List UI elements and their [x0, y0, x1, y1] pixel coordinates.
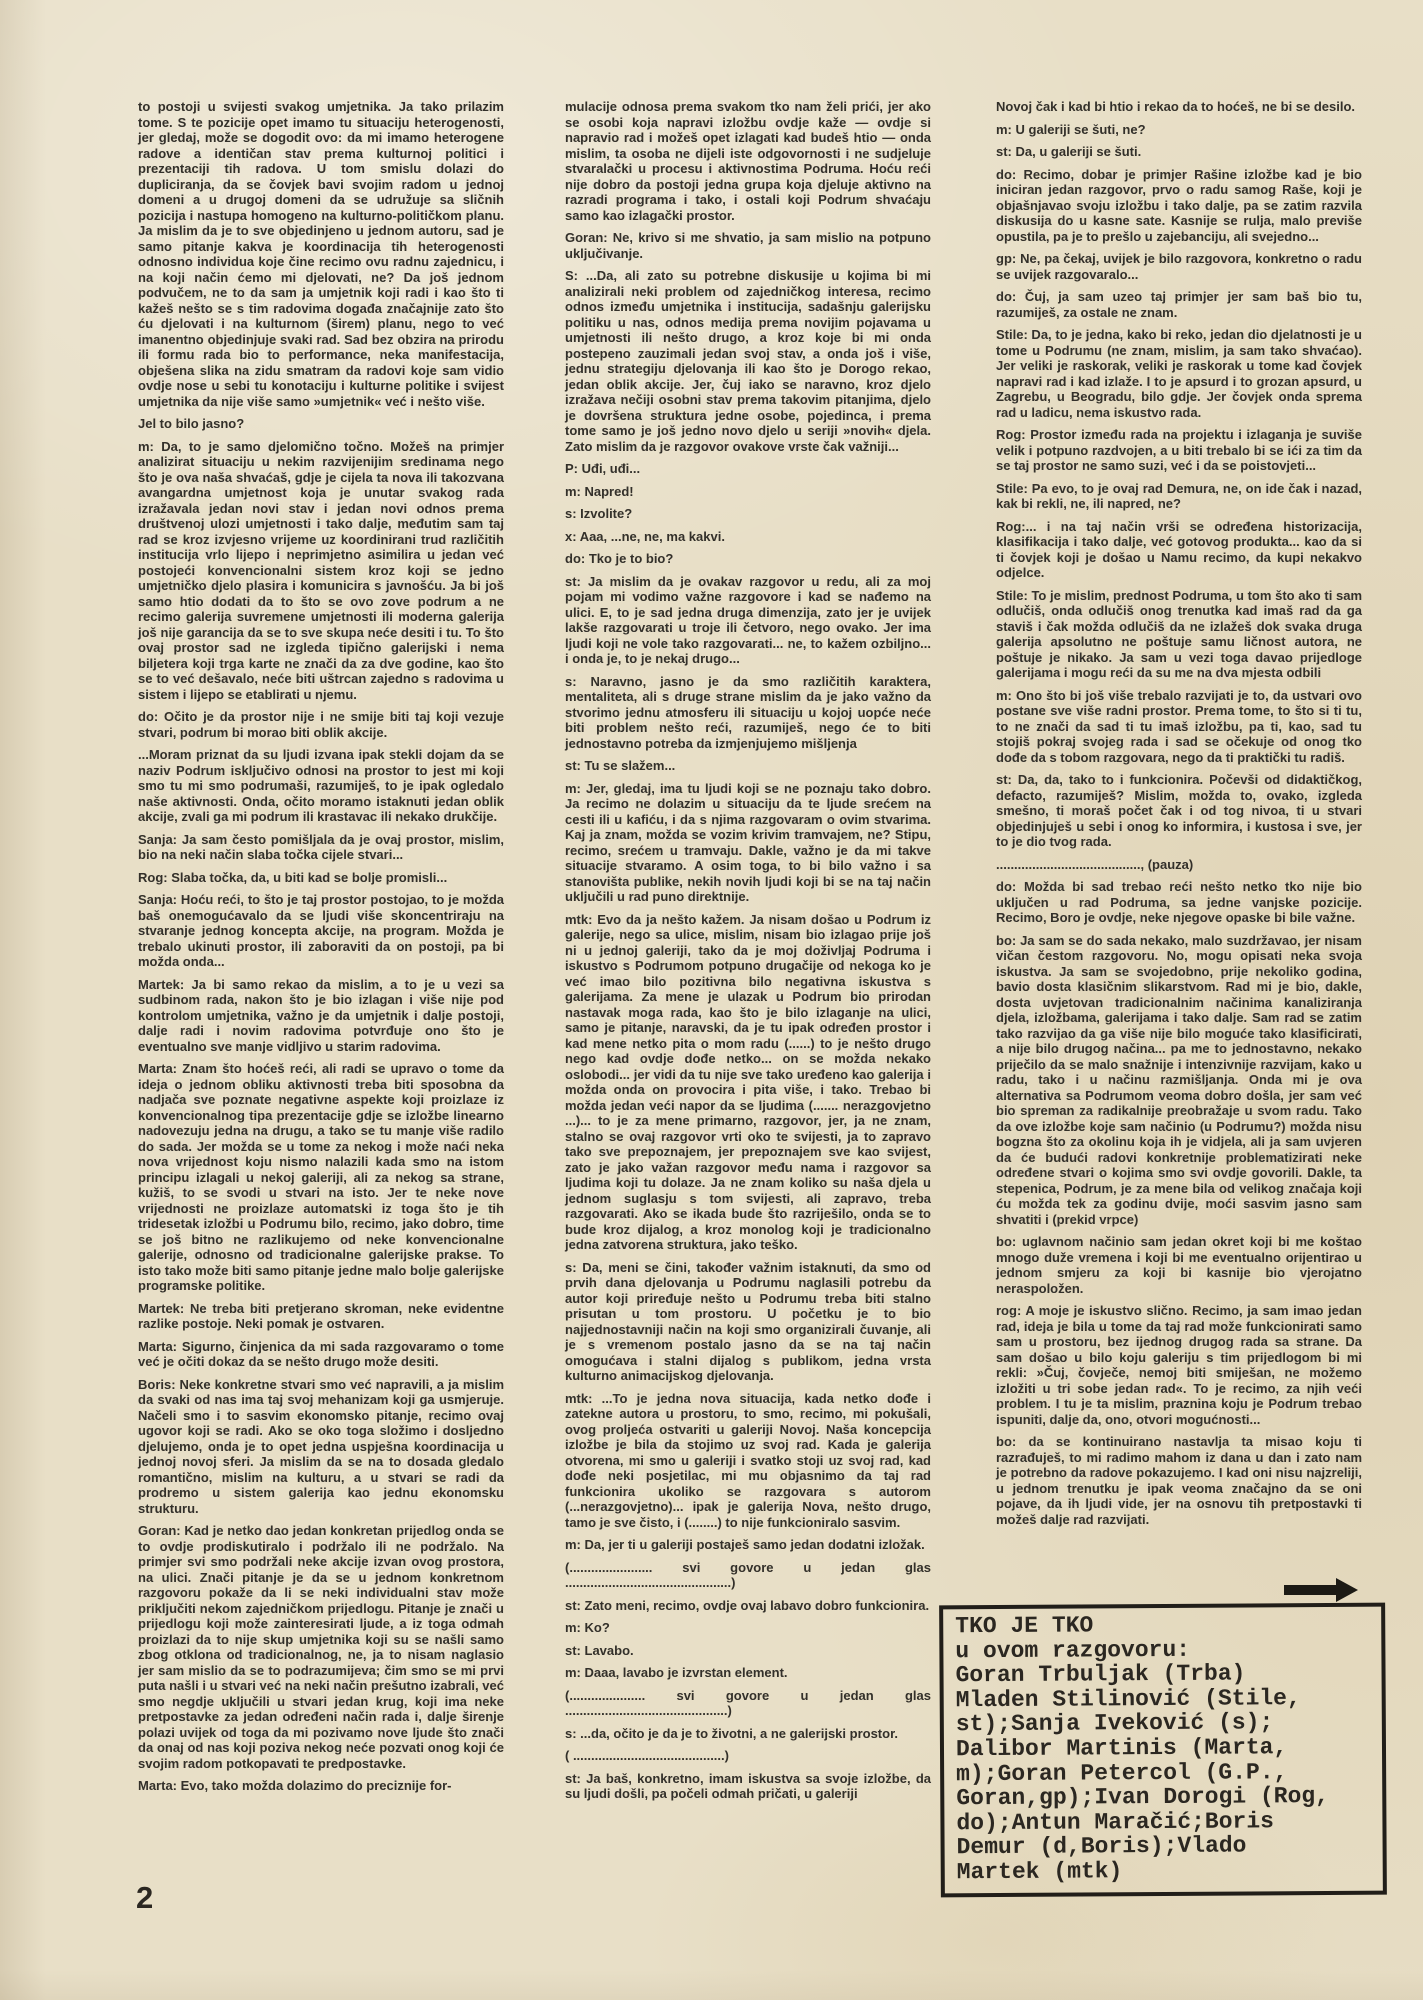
paragraph: do: Očito je da prostor nije i ne smije biti taj koji vezuje stvari, podrum bi morao biti oblik akcije.	[138, 709, 504, 740]
paragraph: st: Da, da, tako to i funkcionira. Počevši od didaktičkog, defacto, razumiješ? Mislim, možda to, ovako, izgleda smešno, ti moraš počet čak i od tog nivoa, ti u stvari objedinjuješ u sebi i onog ko informira, i kustosa i sve, jer to je dio tvog rada.	[996, 772, 1362, 849]
paragraph: bo: uglavnom načinio sam jedan okret koji bi me koštao mnogo duže vremena i koji bi me eventualno orijentirao u jednom smjeru za koji bi kasnije bio vjerojatno neraspoložen.	[996, 1234, 1362, 1296]
text-column-1	[138, 99, 504, 1801]
who-box-line: Demur (d,Boris);Vlado	[956, 1832, 1247, 1861]
paragraph: s: Da, meni se čini, također važnim istaknuti, da smo od prvih dana djelovanja u Podrumu naglasili potrebu da autor koji priređuje nešto u Podrumu treba biti stalno prisutan u tom prostoru. U početku je to bio najjednostavniji način na koji smo organizirali čuvanje, ali je s vremenom postalo jasno da se na taj način omogućava i stalni dijalog s publikom, jedna vrsta kulturno animacijskog djelovanja.	[565, 1259, 931, 1383]
paragraph: ...Moram priznat da su ljudi izvana ipak stekli dojam da se naziv Podrum isključivo odnosi na prostor to jest mi koji smo tu mi smo podrumaši, razumiješ, to je ipak ogledalo naše aktivnosti. Onda, očito moramo istaknuti jedan oblik akcije, zvali ga mi podrum ili krastavac ili nekako drukčije.	[138, 747, 504, 824]
who-box-subtitle: u ovom razgovoru:	[955, 1636, 1191, 1664]
paragraph: Novoj čak i kad bi htio i rekao da to hoćeš, ne bi se desilo.	[996, 99, 1356, 114]
who-is-who-box	[939, 1603, 1387, 1897]
paragraph: st: Zato meni, recimo, ovdje ovaj labavo dobro funkcionira.	[565, 1597, 930, 1613]
paragraph: s: ...da, očito je da je to životni, a ne galerijski prostor.	[565, 1725, 899, 1741]
page-number: 2	[136, 1880, 154, 1915]
paragraph: mtk: ...To je jedna nova situacija, kada netko dođe i zatekne autora u prostoru, to smo, recimo, mi pokušali, ovog proljeća ostvariti u galeriji Novoj. Naša koncepcija izložbe je bila da stojimo uz svoj rad. Kada je galerija otvorena, mi smo u galeriji i svatko stoji uz svoj rad, kad dođe neki posjetilac, mi mu objasnimo da taj rad funkcionira ukoliko se razgovara s autorom (...nerazgovjetno)... ipak je galerija Nova, nešto drugo, tamo je sve čisto, i (........) to nije funkcioniralo sasvim.	[565, 1390, 931, 1530]
paragraph: m: Napred!	[565, 483, 634, 499]
paragraph: Rog:... i na taj način vrši se određena historizacija, klasifikacija i tako dalje, već gotovog produkta... kao da si ti čovjek koji je došao u Namu recimo, da kupi nekakvo odjelce.	[996, 518, 1362, 580]
paragraph: P: Uđi, uđi...	[565, 461, 641, 476]
paragraph: bo: da se kontinuirano nastavlja ta misao koju ti razrađuješ, to mi radimo mahom iz dana u dan i zato nam je potrebno da radove pokazujemo. I kad oni nisu najzreliji, u jednom trenutku je ipak veoma značajno da se oni pojave, da ih ljudi vide, jer na osnovu tih pretpostavki ti možeš dalje rad razvijati.	[996, 1434, 1362, 1527]
who-box-line: Mladen Stilinović (Stile,	[955, 1684, 1301, 1714]
paragraph: st: Ja mislim da je ovakav razgovor u redu, ali za moj pojam mi vodimo važne razgovore i kad se nađemo na ulici. E, to je sad jedna druga dimenzija, zato jer je uvijek lakše razgovarati u troje ili četvoro, nego ovako. Jer ima ljudi koji ne vole tako razgovarati... ne, to kažem ozbiljno... i onda je, to je nekaj drugo...	[565, 573, 931, 666]
paragraph: x: Aaa, ...ne, ne, ma kakvi.	[565, 528, 725, 544]
paragraph: Martek: Ja bi samo rekao da mislim, a to je u vezi sa sudbinom rada, nakon što je bio izlagan i više nije pod kontrolom umjetnika, važno je da umjetnik i dalje postoji, dalje radi i novim radovima potvrđuje ono što je eventualno sve manje vidljivo u starim radovima.	[138, 976, 504, 1054]
paragraph: m: Ono što bi još više trebalo razvijati je to, da ustvari ovo postane sve više radni prostor. Prema tome, to što si ti tu, to ne znači da sad ti tu imaš izložbu, pa ti, kao, sad tu stojiš pokraj svojeg rada i sad se očekuje od onog tko dođe da s tobom razgovara, nego da ti praktički tu radiš.	[996, 687, 1362, 765]
paragraph: Sanja: Hoću reći, to što je taj prostor postojao, to je možda baš onemogućavalo da se ljudi više skoncentriraju na stvaranje jednog koncepta akcije, na program. Možda je trebalo ukinuti prostor, ili zaboraviti da on postoji, pa bi možda onda...	[138, 892, 504, 969]
paragraph: Marta: Sigurno, činjenica da mi sada razgovaramo o tome već je očiti dokaz da se nešto drugo može desiti.	[138, 1338, 504, 1369]
paragraph: ( ..........................................)	[565, 1748, 729, 1763]
paragraph: Marta: Znam što hoćeš reći, ali radi se upravo o tome da ideja o jednom obliku aktivnosti treba biti sposobna da nadjača sve poznate negativne aspekte koji proizlaze iz konvencionalnog tipa prezentacije gdje se izložbe linearno nadovezuju jedna na drugu, a tako se tu manje više radilo do sada. Jer možda se u tome za nekog i može naći neka nova vrijednost koju nismo nalazili kada smo na istom principu izlagali u nekoj galeriji, ali za nekog sa strane, kužiš, to se svodi u stvari na isto. Jer te neke nove vrijednosti ne proizlaze automatski iz toga što je tih tridesetak izložbi u Podrumu bilo, recimo, jako dobro, time se još bitno ne razlikujemo od neke konvencionalne galerije, odnosno od tradicionalne galerijske prakse. To isto tako može biti samo pitanje jedne malo bolje galerijske programske politike.	[138, 1061, 504, 1293]
who-box-line: Goran,gp);Ivan Dorogi (Rog,	[956, 1783, 1330, 1812]
paragraph: m: Ko?	[565, 1620, 610, 1635]
paragraph: st: Da, u galeriji se šuti.	[996, 144, 1142, 159]
paragraph: m: Da, jer ti u galeriji postaješ samo jedan dodatni izložak.	[565, 1537, 925, 1552]
paragraph: do: Možda bi sad trebao reći nešto netko tko nije bio uključen u rad Podruma, sa jedne vanjske pozicije. Recimo, Boro je ovdje, neke njegove opaske bi bile važne.	[996, 879, 1362, 925]
who-box-line: st);Sanja Iveković (s);	[955, 1709, 1274, 1738]
paragraph: m: Jer, gledaj, ima tu ljudi koji se ne poznaju tako dobro. Ja recimo ne dolazim u situaciju da te ljude srećem na cesti ili u kafiću, i da s njima razgovaram o ovim stvarima. Kaj ja znam, možda se vozim krivim tramvajem, ne? Stipu, recimo, srećem u tramvaju. Dakle, važno je da mi takve situacije stvaramo. A osim toga, to bi bilo važno i sa stanovišta publike, nekih novih ljudi koji bi se na taj način uključili u rad puno direktnije.	[565, 780, 931, 904]
text-column-2	[565, 99, 931, 1809]
who-box-title: TKO JE TKO	[955, 1612, 1094, 1640]
arrow-head	[1336, 1578, 1358, 1602]
paragraph: do: Čuj, ja sam uzeo taj primjer jer sam baš bio tu, razumiješ, za ostale ne znam.	[996, 289, 1362, 320]
paragraph: gp: Ne, pa čekaj, uvijek je bilo razgovora, konkretno o radu se uvijek razgovaralo...	[996, 251, 1362, 282]
paragraph: Rog: Slaba točka, da, u biti kad se bolje promisli...	[138, 869, 448, 885]
paragraph: Rog: Prostor između rada na projektu i izlaganja je suviše velik i potpuno razdvojen, a u biti trebalo bi se ići za tim da se taj prostor ne samo suzi, već i da se poistovjeti...	[996, 427, 1362, 473]
paragraph: (..................... svi govore u jedan glas .............................................)	[565, 1687, 931, 1718]
who-box-line: m);Goran Petercol (G.P.,	[956, 1758, 1288, 1787]
paragraph: Stile: To je mislim, prednost Podruma, u tom što ako ti sam odlučiš, onda odlučiš onog trenutka kad imaš rad da ga staviš i čak možda odlučiš da ne izlažeš dok svaka druga galerija apsolutno ne poštuje samu ličnost autora, ne poštuje je nikako. Ja sam u vezi toga davao prijedloge galerijama i mogu reći da su me na dva mjesta odbili	[996, 587, 1362, 680]
paragraph: do: Tko je to bio?	[565, 551, 674, 566]
who-box-line: Goran Trbuljak (Trba)	[955, 1660, 1246, 1689]
who-box-line: Dalibor Martinis (Marta,	[955, 1734, 1288, 1763]
paragraph: (....................... svi govore u jedan glas ..............................................)	[565, 1559, 931, 1590]
paragraph: s: Izvolite?	[565, 506, 633, 521]
text-column-3	[996, 99, 1362, 1534]
paragraph: st: Ja baš, konkretno, imam iskustva sa svoje izložbe, da su ljudi došli, pa počeli odmah pričati, u galeriji	[565, 1770, 931, 1801]
paragraph: st: Lavabo.	[565, 1642, 634, 1658]
paragraph: to postoji u svijesti svakog umjetnika. Ja tako prilazim tome. S te pozicije opet imamo tu situaciju heterogenosti, jer gledaj, može se dogodit ovo: da mi imamo heterogene radove a identičan stav prema kulturnoj politici i prezentaciji tih radova. U tom smislu dolazi do dupliciranja, da se čovjek bavi svojim radom u jednoj domeni a u drugoj domeni da se udružuje sa sličnih pozicija i nastupa homogeno na kulturno-političkom planu. Ja mislim da je to sve objedinjeno u jednom autoru, sad je samo pitanje kakva je koordinacija tih heterogenosti odnosno individua koje čine recimo ovu radnu zajednicu, i na koji način ćemo mi djelovati, ne? Da još jednom podvučem, ne to da sam ja umjetnik koji radi i kao što ti kažeš nešto se s tim radovima događa značajnije zato što ću djelovati i na kulturnom (širem) planu, nego to već imanentno objedinjuje svaki rad. Sad bez obzira na prirodu ili formu rada bio to performance, neka manifestacija, obješena slika na zidu smatram da radovi koje sam vidio ovdje nose u sebi tu konotaciju i kulturne politike i svijest umjetnika da nije više samo »umjetnik« već i nešto više.	[138, 99, 504, 409]
who-box-line: do);Antun Maračić;Boris	[956, 1808, 1274, 1837]
paragraph: Marta: Evo, tako možda dolazimo do preciznije for-	[138, 1778, 452, 1793]
paragraph: m: Da, to je samo djelomično točno. Možeš na primjer analizirat situaciju u nekim razvijenijim sredinama nego što je ova naša shvaćaš, gdje je cijela ta nova ili takozvana avangardna umjetnost koja je unutar svakog rada izražavala jedan novi stav i jedan novi odnos prema društvenoj ulozi umjetnosti i tako dalje, međutim sam taj rad se kroz izvjesno vrijeme uz koordinirani trud različitih institucija vrlo lijepo i neprimjetno asimilira u jedan već postojeći konvencionalni sistem kroz koji se jedno umjetničko djelo plasira i komunicira s javnošću. Ja bi još samo htio dodati da to što se ovo zove podrum a ne recimo galerija suvremene umjetnosti ili moderna galerija još nije garancija da se to sve skupa neće desiti i tu. To što ovaj prostor sad ne izgleda tipično galerijski i nema biljetera koji trga karte ne znači da za dve godine, kao što se to već dešavalo, neće biti uštrcan zajedno s radovima u sistem i lijepo se etablirati u njemu.	[138, 438, 504, 702]
paragraph: mtk: Evo da ja nešto kažem. Ja nisam došao u Podrum iz galerije, nego sa ulice, mislim, nisam bio izlagao prije još ni u jednoj galeriji, tako da je moj doživljaj Podruma i iskustvo s Podrumom potpuno drugačije od nekoga ko je već imao bilo pozitivna bilo negativna iskustva s galerijama. Za mene je ulazak u Podrum bio prirodan nastavak moga rada, kao što je bilo izlaganje na ulici, samo je pitanje, naravski, da je tu ipak određen prostor i kad mene netko pita o mom radu (......) to je nešto drugo nego kad ovdje dođe netko... on se možda nekako oslobodi... jer vidi da tu nije sve tako uređeno kao galerija i možda onda on provocira i pita više, i tako. Trebao bi možda jedan veći napor da se ljudima (....... nerazgovjetno ...)... to je za mene primarno, razgovor, jer, ja ne znam, stalno se ovaj razgovor vrti oko te svijesti, ja to zapravo tako sve prepoznajem, jer prepoznajem sve kao svijest, zato je jako važan razgovor među nama i razgovor sa ljudima koji tu dolaze. Ja ne znam koliko su naša djela u jednom suglasju s tom svijesti, ali zapravo, treba razgovarati. Ako se ikada bude što razriješilo, onda se to bude kroz dijalog, a kroz monolog koji je tradicionalno jedna zatvorena struktura, jako teško.	[565, 911, 931, 1252]
paragraph: st: Tu se slažem...	[565, 758, 676, 773]
paragraph: m: Daaa, lavabo je izvrstan element.	[565, 1665, 788, 1680]
paragraph: Goran: Kad je netko dao jedan konkretan prijedlog onda se to ovdje prodiskutiralo i podržalo ili ne podržalo. Na primjer svi smo podržali neke akcije izvan ovog prostora, na ulici. Znači pitanje je da se u jednom konkretnom razgovoru pokaže da li se neki individualni stav može priključiti nekom zajedničkom prijedlogu. Pitanje je znači u prijedlogu koji može zainteresirati ljude, a iz toga odmah proizlazi da to nije skup umjetnika koji su se našli samo zbog otklona od tradicionalnog, ne, ja to nisam naglasio jer sam mislio da se to podrazumijeva; čim smo se mi prvi puta našli i u stvari već na neki način prešutno izabrali, već smo negdje uključili u stvari jedan krug, koji ima neke pretpostavke za jedan određeni način rada i, dalje širenje polazi uvijek od toga da mi pozivamo nove ljude što znači da onaj od nas koji poziva nekog neće pozvati onog koji će svojim radom potkopavati te predpostavke.	[138, 1523, 504, 1771]
paragraph: mulacije odnosa prema svakom tko nam želi prići, jer ako se osobi koja napravi izložbu ovdje kaže — ovdje si napravio rad i možeš opet izlagati kad budeš htio — onda mislim, ta osoba ne dijeli iste odgovornosti i ne sudjeluje stvaralački u procesu i aktivnostima Podruma. Hoću reći nije dobro da postoji jedna grupa koja djeluje aktivno na razradi programa i tako, i ostali koji Podrum shvaćaju samo kao izlagački prostor.	[565, 99, 931, 223]
paragraph: Sanja: Ja sam često pomišljala da je ovaj prostor, mislim, bio na neki način slaba točka cijele stvari...	[138, 831, 504, 862]
paragraph: Stile: Pa evo, to je ovaj rad Demura, ne, on ide čak i nazad, kak bi rekli, ne, ili napred, ne?	[996, 480, 1362, 511]
paragraph: S: ...Da, ali zato su potrebne diskusije u kojima bi mi analizirali neki problem od zajedničkog interesa, recimo odnos između umjetnika i institucija, sadašnju galerijsku politiku u nas, odnos medija prema novijim pojavama u umjetnosti ili nešto drugo, a kroz koje bi mi onda postepeno zauzimali jedan svoj stav, a onda još i više, jednu strategiju djelovanja ili kao što je Dorogo rekao, jedan oblik akcije. Jer, čuj iako se naravno, kroz djelo izražava nečiji osobni stav prema takovim pitanjima, djelo je dovršena struktura jedne osobe, pojedinca, i prema tome samo je još jedno novo djelo u seriji »novih« djela. Zato mislim da je razgovor ovakove vrste čak važniji...	[565, 268, 931, 454]
paragraph: Jel to bilo jasno?	[138, 416, 245, 431]
continuation-arrow-icon	[1284, 1578, 1358, 1602]
who-box-line: Martek (mtk)	[956, 1858, 1123, 1886]
paragraph: bo: Ja sam se do sada nekako, malo suzdržavao, jer nisam vičan čestom razgovoru. No, mogu opisati neka svoja iskustva. Ja sam se svojedobno, prije nekoliko godina, bavio dosta klasičnim slikarstvom. Rad mi je bio, dakle, dosta uvjetovan tradicionalnim načinima kanaliziranja djela, izložbama, galerijama i tako dalje. Sam rad se zatim tako razvijao da ga više nije bilo moguće tako klasificirati, a nije bilo drugog načina... pa me to jednostavno, nekako priječilo da se malo snažnije i intenzivnije razvijam, kako u radu, tako i u načinu razmišljanja. Onda mi je ova alternativa sa Podrumom veoma dobro došla, jer sam već bio spreman za radikalnije preobražaje u svom radu. Tako da ove izložbe koje sam načinio (u Podrumu?) možda nisu bogzna što za okolinu koja ih je vidjela, ali ja sam uvjeren da će budući radovi konkretnije problematizirati neke određene stvari o kojima smo svi ovdje govorili. Dakle, ta stepenica, Podrum, je za mene bila od velikog značaja koji ću možda tek za godinu dvije, moći sasvim jasno sam shvatiti i (prekid vrpce)	[996, 932, 1362, 1227]
paragraph: s: Naravno, jasno je da smo različitih karaktera, mentaliteta, ali s druge strane mislim da je jako važno da stvorimo jednu atmosferu ili situaciju u kojoj uopće neće biti problem nešto reći, razumiješ, nego će to biti jednostavno potreba da izmjenjujemo mišljenja	[565, 673, 931, 751]
paragraph: Stile: Da, to je jedna, kako bi reko, jedan dio djelatnosti je u tome u Podrumu (ne znam, mislim, ja sam tako shvaćao). Jer veliki je raskorak, veliki je raskorak u tome kad čovjek napravi rad i kad izlaže. I to je apsurd i to grozan apsurd, u Zagrebu, u Beogradu, bilo gdje. Jer čovjek onda sprema rad u ladicu, nema iskustvo rada.	[996, 327, 1362, 420]
who-box-lines	[955, 1661, 1370, 1885]
paragraph: do: Recimo, dobar je primjer Rašine izložbe kad je bio iniciran jedan razgovor, prvo o radu samog Raše, koji je objašnjavao svoju izložbu i tako dalje, pa se zatim razvila diskusija do u kasne sate. Kasnije se rulja, malo previše opustila, pa je to prešlo u zajebanciju, ali svejedno...	[996, 166, 1362, 244]
paragraph: Boris: Neke konkretne stvari smo već napravili, a ja mislim da svaki od nas ima taj svoj mehanizam koji ga usmjeruje. Načeli smo i to sasvim ekonomsko pitanje, recimo ovaj ugovor koji se radi. Ako se oko toga složimo i dosljedno djelujemo, onda je to opet jedna uspješna koordinacija u jednoj novoj sferi. Ja mislim da se na to dosada gledalo romantično, mislim na kulturu, a u stvari se radi da prodremo u sistem galerija kao jednu ekonomsku strukturu.	[138, 1376, 504, 1516]
arrow-bar	[1284, 1585, 1338, 1595]
paragraph: rog: A moje je iskustvo slično. Recimo, ja sam imao jedan rad, ideja je bila u tome da taj rad može funkcionirati samo sam u prostoru, bez ijednog drugog rada sa strane. Da sam došao u bilo koju galeriju s tim prijedlogom bi mi rekli: »Čuj, čovječe, nemoj biti smiješan, ne možemo izložiti u tri sobe jedan rad«. To je recimo, za njih veći problem. I tu je ta mislim, praznina koju je Podrum trebao ispuniti, dalje da, ono, otvori mogućnosti...	[996, 1303, 1362, 1427]
paragraph: ........................................, (pauza)	[996, 856, 1194, 872]
paragraph: Goran: Ne, krivo si me shvatio, ja sam mislio na potpuno uključivanje.	[565, 230, 931, 261]
paragraph: Martek: Ne treba biti pretjerano skroman, neke evidentne razlike postoje. Neki pomak je ostvaren.	[138, 1300, 504, 1331]
paragraph: m: U galeriji se šuti, ne?	[996, 121, 1146, 137]
